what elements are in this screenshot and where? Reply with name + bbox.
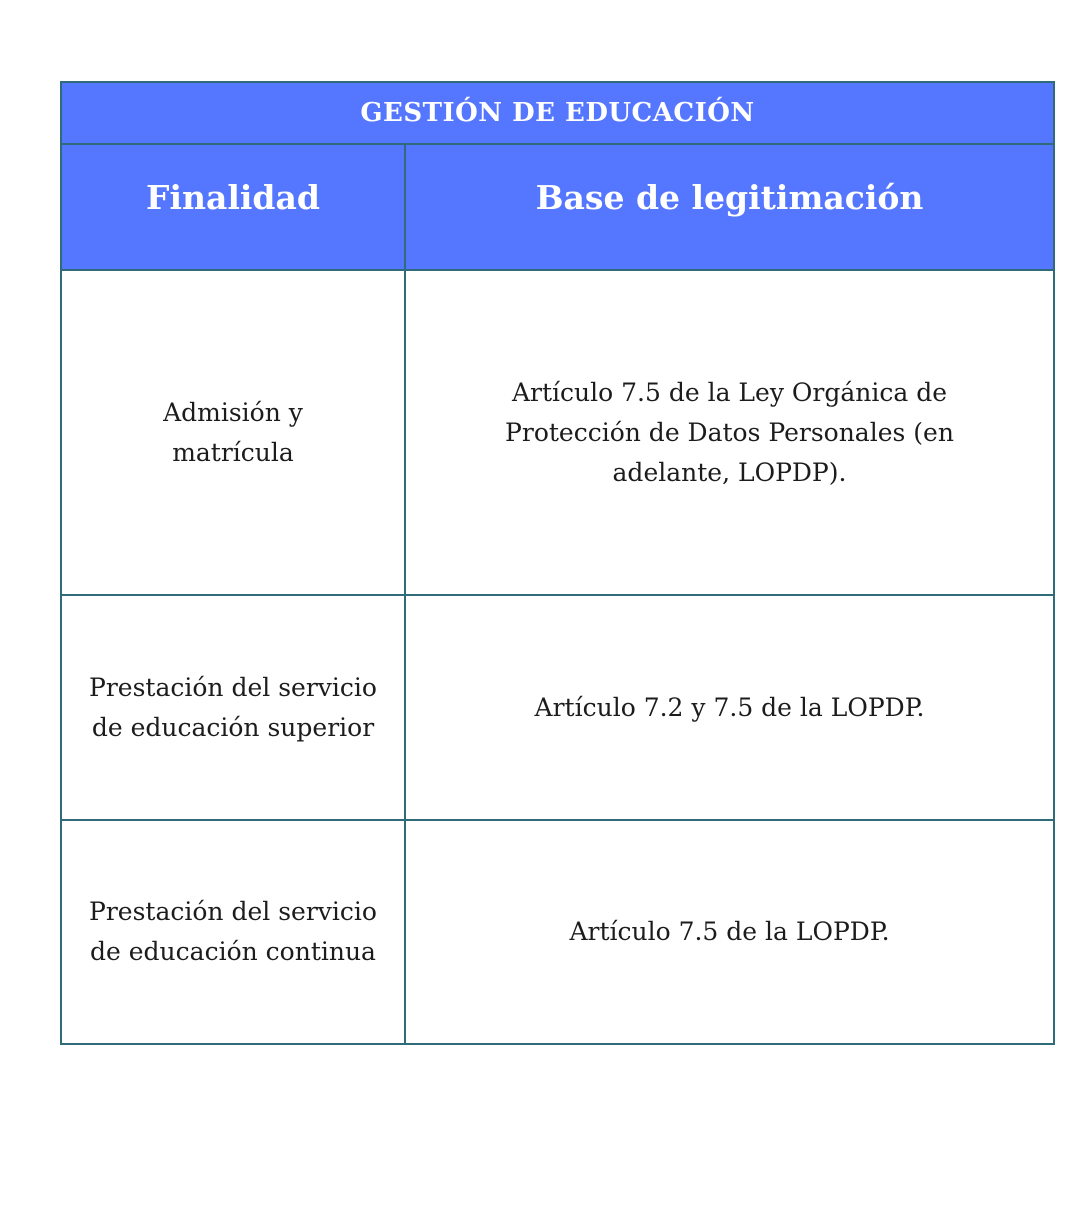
header-purpose-label: Finalidad [146,178,320,217]
row-2-legal-basis-text: Artículo 7.2 y 7.5 de la LOPDP. [534,692,925,722]
header-purpose [62,143,406,269]
row-1-purpose-text: Admisión y matrícula [163,397,303,467]
row-2-purpose [62,594,406,819]
row-3-legal-basis-text: Artículo 7.5 de la LOPDP. [569,917,890,946]
table-caption-text: GESTIÓN DE EDUCACIÓN [360,98,755,128]
header-legal-basis-label: Base de legitimación [535,178,924,217]
row-3-legal-basis [406,819,1053,1043]
row-2-legal-basis [406,594,1053,819]
row-1-legal-basis-text: Artículo 7.5 de la Ley Orgánica de Protección de Datos Personales (en adelante, LOPDP). [505,377,954,487]
row-2-purpose-text: Prestación del servicio de educación superior [89,672,377,742]
education-management-table [60,81,1055,1047]
table-grid [60,143,1055,1045]
table-caption [60,81,1055,145]
row-3-purpose-text: Prestación del servicio de educación continua [89,897,377,966]
row-1-purpose [62,269,406,594]
row-1-legal-basis [406,269,1053,594]
row-3-purpose [62,819,406,1043]
header-legal-basis [406,143,1053,269]
